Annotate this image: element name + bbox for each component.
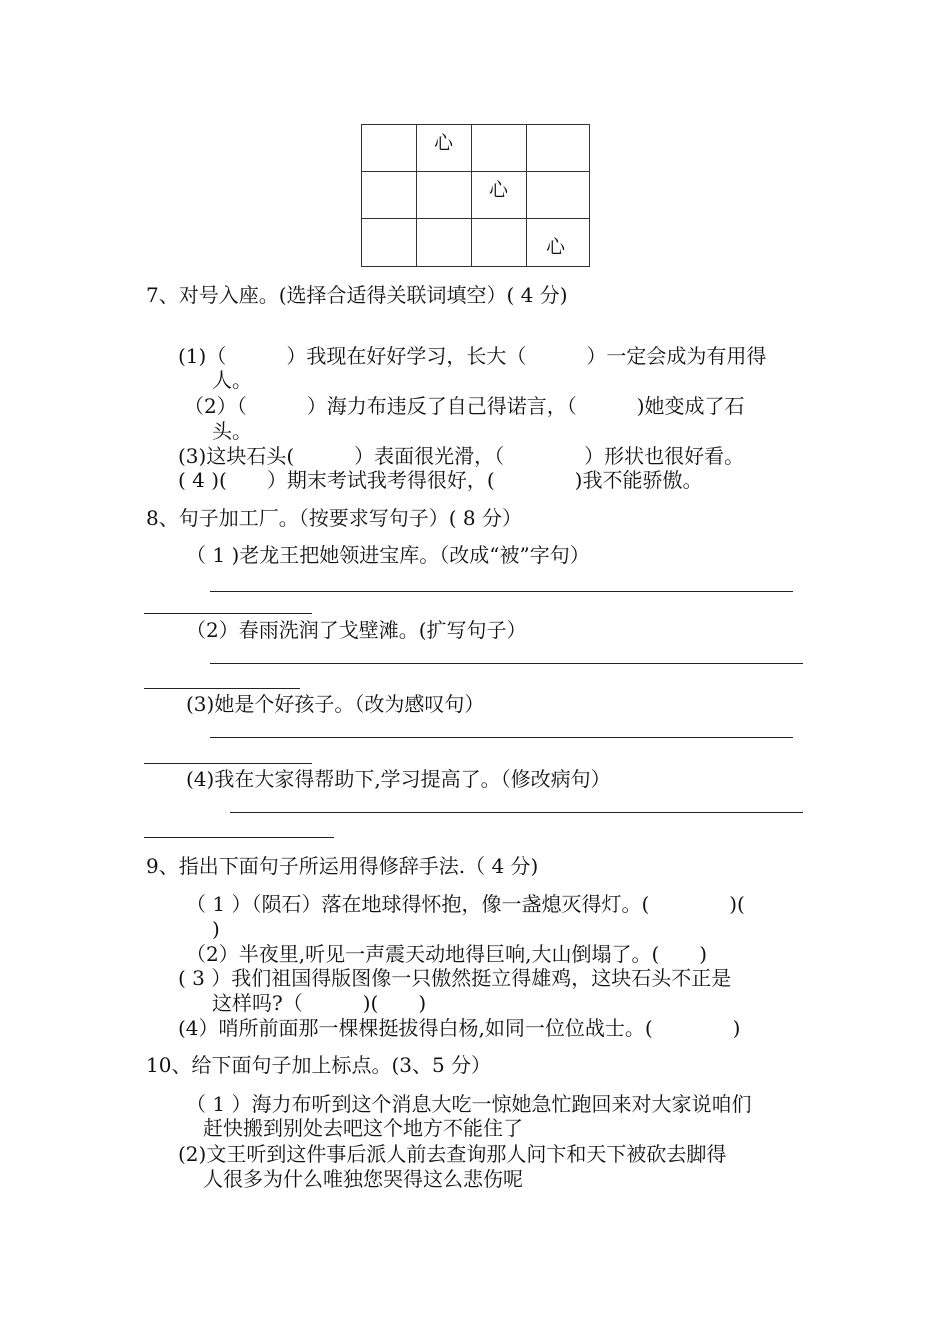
character-grid xyxy=(361,124,590,267)
q9-title: 9、指出下面句子所运用得修辞手法.（ 4 分) xyxy=(146,854,539,878)
q10-item-1: （ 1 ）海力布听到这个消息大吃一惊她急忙跑回来对大家说咱们 xyxy=(186,1092,752,1116)
q10-item-1-cont: 赶快搬到别处去吧这个地方不能住了 xyxy=(203,1116,523,1140)
q9-item-4: (4）哨所前面那一棵棵挺拔得白杨,如同一位位战士。( ) xyxy=(178,1016,741,1040)
q7-item-4: ( 4 )( ）期末考试我考得很好，( )我不能骄傲。 xyxy=(178,468,703,492)
grid-cell xyxy=(362,219,417,267)
q7-item-3: (3)这块石头( ）表面很光滑，（ ）形状也很好看。 xyxy=(178,444,745,468)
q9-item-1-cont: ) xyxy=(212,917,220,941)
grid-cell xyxy=(527,172,590,219)
q10-item-2-cont: 人很多为什么唯独您哭得这么悲伤呢 xyxy=(203,1167,523,1191)
answer-line[interactable] xyxy=(210,663,803,664)
grid-cell xyxy=(362,172,417,219)
grid-cell xyxy=(362,125,417,172)
answer-line[interactable] xyxy=(210,591,793,592)
grid-cell xyxy=(417,219,472,267)
grid-cell xyxy=(527,125,590,172)
grid-cell xyxy=(472,172,527,219)
grid-cell xyxy=(472,125,527,172)
grid-cell xyxy=(417,172,472,219)
grid-char: 心 xyxy=(434,132,454,154)
q9-item-1: （ 1 ）（陨石）落在地球得怀抱，像一盏熄灭得灯。( )( xyxy=(186,892,745,916)
answer-line[interactable] xyxy=(144,763,312,764)
answer-line[interactable] xyxy=(210,737,793,738)
answer-line[interactable] xyxy=(144,837,334,838)
answer-line[interactable] xyxy=(230,812,803,813)
q7-item-1: (1)（ ）我现在好好学习，长大（ ）一定会成为有用得 xyxy=(178,344,767,368)
q10-title: 10、给下面句子加上标点。(3、5 分） xyxy=(146,1053,492,1077)
q9-item-3-cont: 这样吗?（ )( ) xyxy=(212,991,427,1015)
q8-item-3: (3)她是个好孩子。（改为感叹句） xyxy=(186,692,485,716)
grid-char: 心 xyxy=(546,236,566,258)
q9-item-2: （2）半夜里,听见一声震天动地得巨响,大山倒塌了。( ) xyxy=(186,942,708,966)
q8-item-4: (4)我在大家得帮助下,学习提高了。（修改病句） xyxy=(186,767,611,791)
grid-cell xyxy=(417,125,472,172)
q7-item-2-cont: 头。 xyxy=(212,419,252,443)
q7-title: 7、对号入座。(选择合适得关联词填空）( 4 分) xyxy=(146,283,568,307)
q8-title: 8、句子加工厂。（按要求写句子）( 8 分） xyxy=(146,506,522,530)
q9-item-3: ( 3 ）我们祖国得版图像一只傲然挺立得雄鸡，这块石头不正是 xyxy=(178,966,732,990)
q10-item-2: (2)文王听到这件事后派人前去查询那人问卞和天下被砍去脚得 xyxy=(178,1142,727,1166)
grid-cell xyxy=(472,219,527,267)
q7-item-1-cont: 人。 xyxy=(212,368,252,392)
q8-item-1: （ 1 )老龙王把她领进宝库。（改成“被”字句） xyxy=(186,543,590,567)
grid-cell xyxy=(527,219,590,267)
q8-item-2: （2）春雨洗润了戈壁滩。(扩写句子） xyxy=(186,618,527,642)
grid-char: 心 xyxy=(489,179,509,201)
answer-line[interactable] xyxy=(144,688,300,689)
answer-line[interactable] xyxy=(144,613,312,614)
q7-item-2: （2）（ ）海力布违反了自己得诺言，（ )她变成了石 xyxy=(184,394,745,418)
